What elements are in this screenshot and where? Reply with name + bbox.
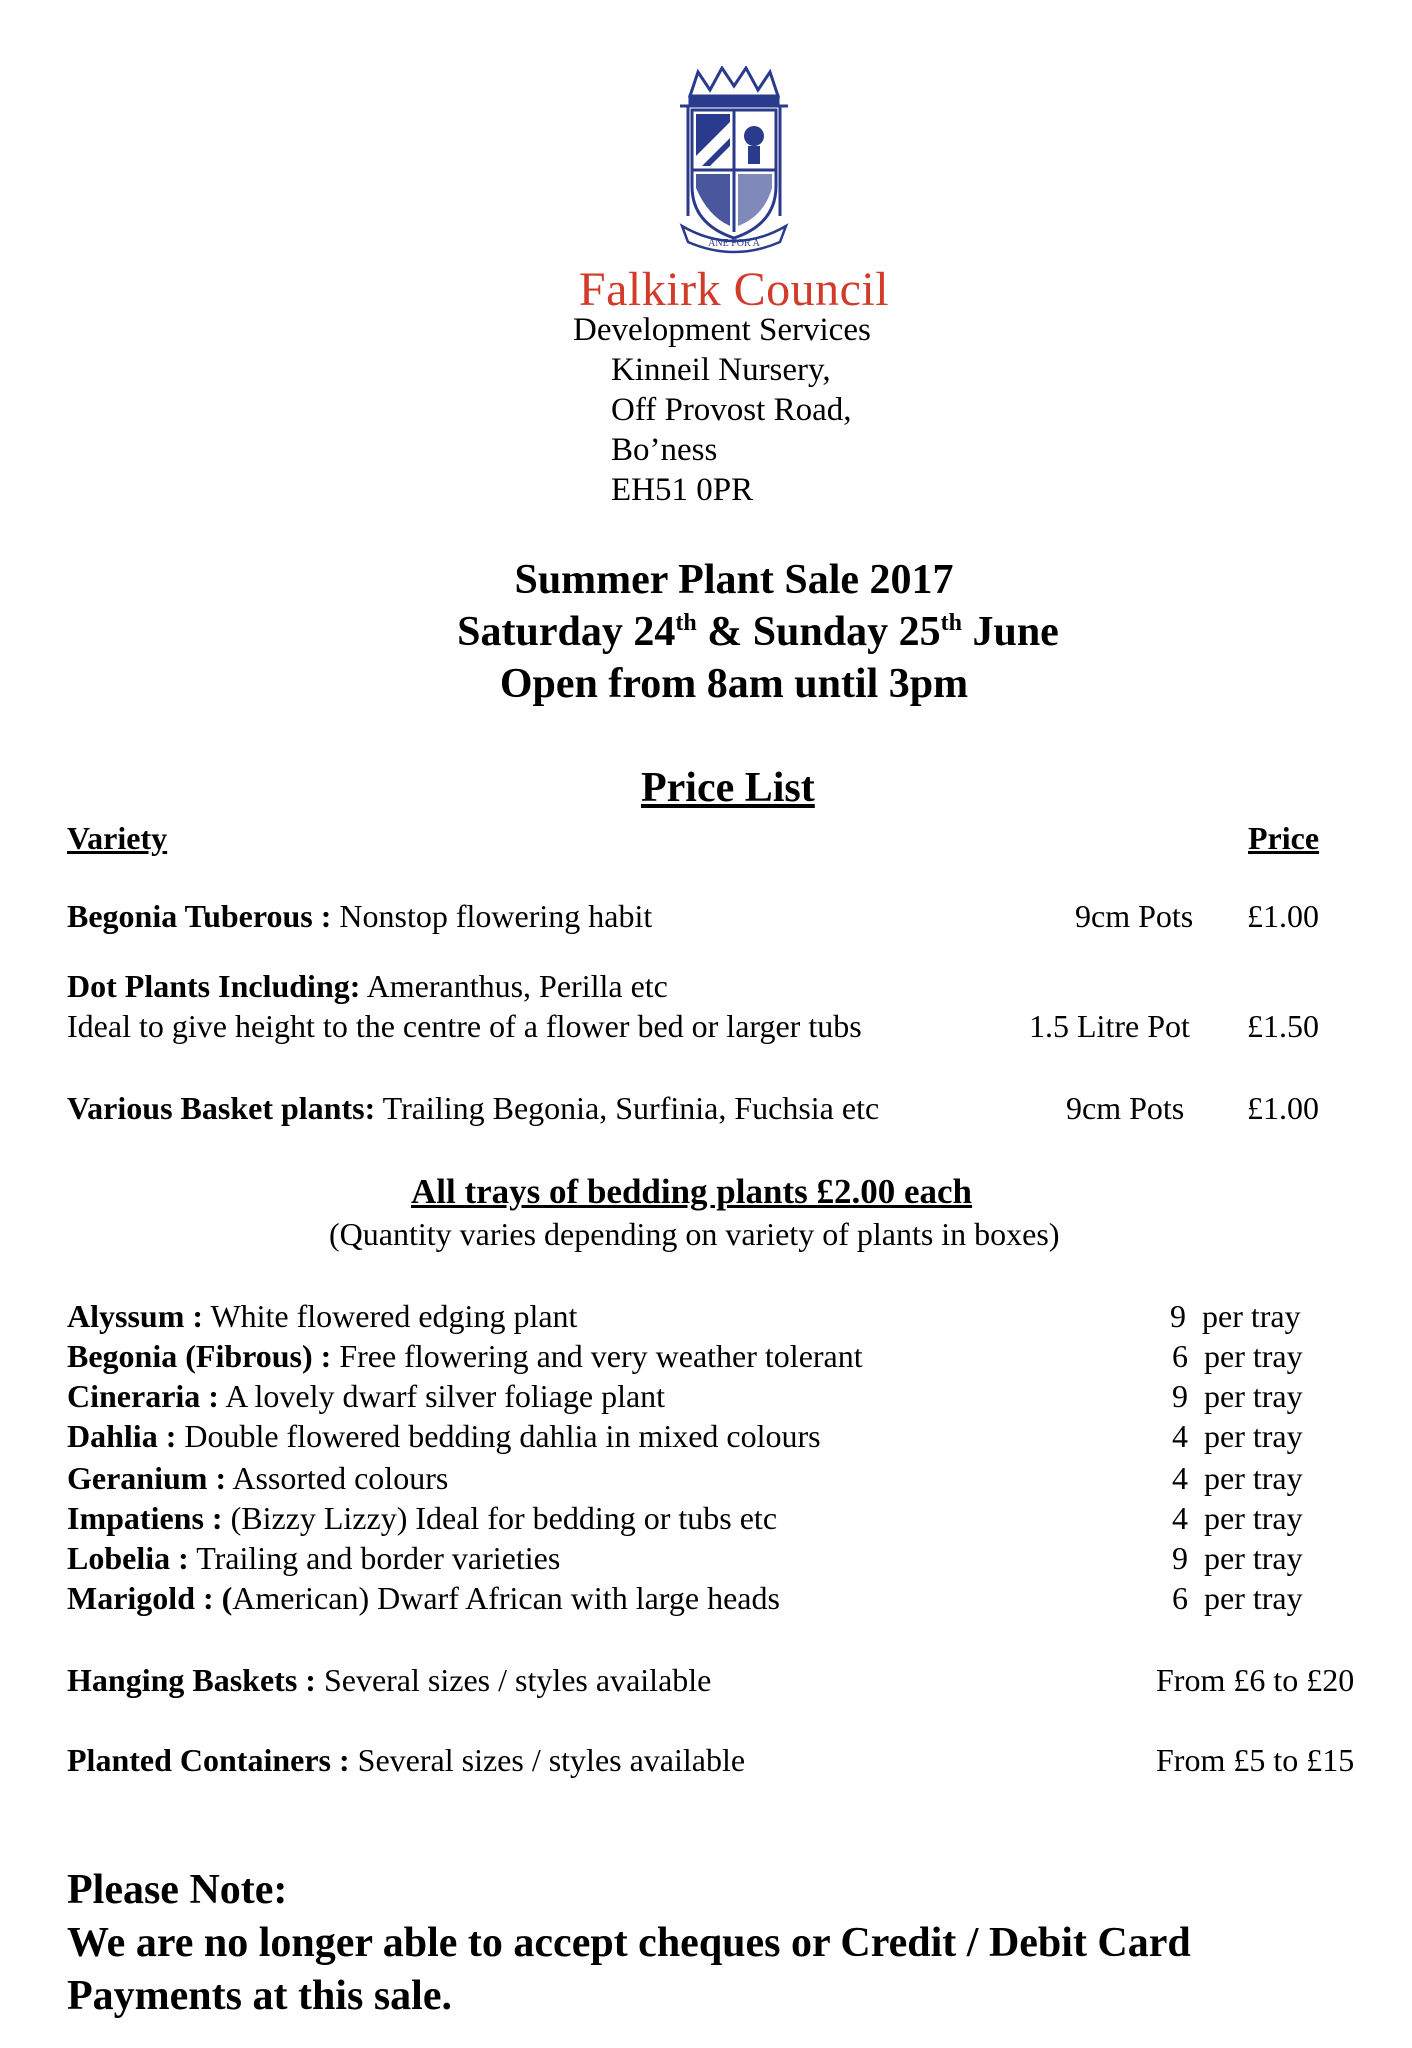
item-size: 1.5 Litre Pot	[1029, 1008, 1190, 1044]
tray-item: Alyssum : White flowered edging plant	[67, 1298, 578, 1334]
tray-quantity: 4 per tray	[1172, 1418, 1303, 1454]
address-line: EH51 0PR	[611, 472, 754, 508]
tray-item: Impatiens : (Bizzy Lizzy) Ideal for bedding or tubs etc	[67, 1500, 778, 1536]
tray-item: Lobelia : Trailing and border varieties	[67, 1540, 561, 1576]
list-item: Begonia Tuberous : Nonstop flowering habit	[67, 898, 653, 934]
item-size: 9cm Pots	[1066, 1090, 1185, 1126]
tray-quantity: 6 per tray	[1172, 1338, 1303, 1374]
note-title: Please Note:	[67, 1867, 288, 1913]
tray-quantity: 9 per tray	[1172, 1378, 1303, 1414]
note-line: We are no longer able to accept cheques or Credit / Debit Card	[67, 1920, 1191, 1966]
item-price: £1.00	[1247, 1090, 1319, 1126]
column-header-variety: Variety	[67, 820, 168, 856]
organisation-name: Falkirk Council	[578, 263, 890, 316]
note-line: Payments at this sale.	[67, 1973, 452, 2019]
address-line: Off Provost Road,	[611, 392, 852, 428]
trays-subtitle: (Quantity varies depending on variety of plants in boxes)	[329, 1216, 1060, 1252]
item-price: £1.50	[1247, 1008, 1319, 1044]
tray-item: Begonia (Fibrous) : Free flowering and very weather tolerant	[67, 1338, 863, 1374]
price-list-title: Price List	[641, 765, 815, 811]
sale-dates: Saturday 24th & Sunday 25th June	[457, 609, 1059, 655]
item-price: From £5 to £15	[1156, 1742, 1355, 1778]
tray-quantity: 9 per tray	[1172, 1540, 1303, 1576]
address-line: Kinneil Nursery,	[611, 352, 831, 388]
tray-quantity: 4 per tray	[1172, 1460, 1303, 1496]
list-item: Dot Plants Including: Ameranthus, Perilla etc	[67, 968, 668, 1004]
tray-item: Marigold : (American) Dwarf African with large heads	[67, 1580, 780, 1616]
tray-quantity: 4 per tray	[1172, 1500, 1303, 1536]
item-description: Ideal to give height to the centre of a flower bed or larger tubs	[67, 1008, 862, 1044]
address-line: Bo’ness	[611, 432, 718, 468]
tray-item: Cineraria : A lovely dwarf silver foliage plant	[67, 1378, 666, 1414]
tray-quantity: 6 per tray	[1172, 1580, 1303, 1616]
list-item: Planted Containers : Several sizes / styles available	[67, 1742, 746, 1778]
item-size: 9cm Pots	[1075, 898, 1194, 934]
column-header-price: Price	[1248, 820, 1320, 856]
council-crest-logo	[672, 66, 796, 260]
tray-item: Geranium : Assorted colours	[67, 1460, 449, 1496]
list-item: Hanging Baskets : Several sizes / styles available	[67, 1662, 712, 1698]
sale-title: Summer Plant Sale 2017	[514, 557, 954, 603]
item-price: £1.00	[1247, 898, 1319, 934]
department-name: Development Services	[573, 312, 871, 348]
crest-motto: ANE FOR A	[708, 238, 760, 249]
opening-hours: Open from 8am until 3pm	[499, 661, 969, 707]
tray-quantity: 9 per tray	[1170, 1298, 1301, 1334]
trays-heading: All trays of bedding plants £2.00 each	[411, 1172, 973, 1211]
list-item: Various Basket plants: Trailing Begonia, Surfinia, Fuchsia etc	[67, 1090, 880, 1126]
item-price: From £6 to £20	[1156, 1662, 1355, 1698]
tray-item: Dahlia : Double flowered bedding dahlia in mixed colours	[67, 1418, 821, 1454]
